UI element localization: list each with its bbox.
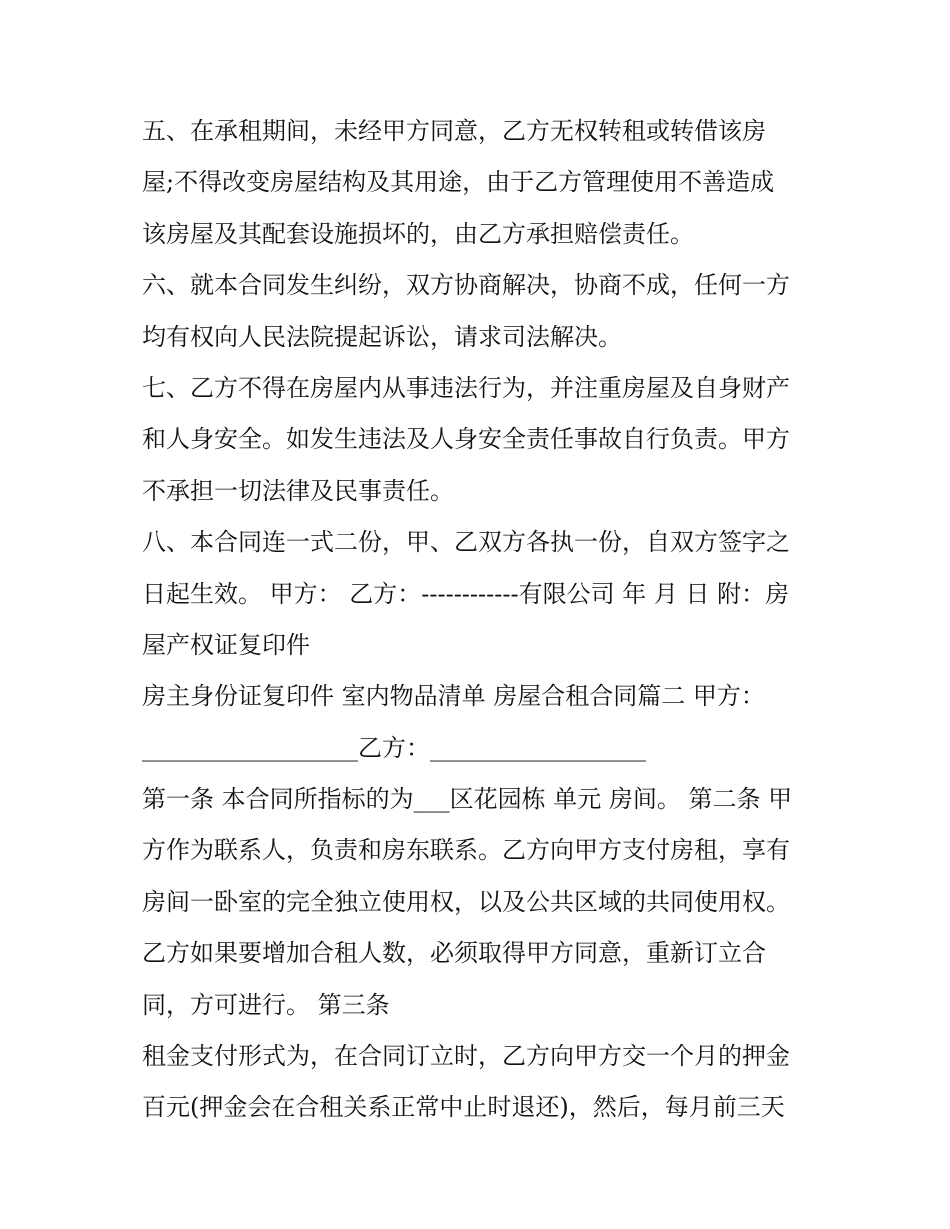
text-line: 同，方可进行。 第三条 — [142, 990, 390, 1019]
text-line: 房间一卧室的完全独立使用权，以及公共区域的共同使用权。 — [142, 887, 790, 916]
text-line: 均有权向人民法院提起诉讼，请求司法解决。 — [142, 322, 622, 351]
text-line: 和人身安全。如发生违法及人身安全责任事故自行负责。甲方 — [142, 425, 790, 454]
text-line: 不承担一切法律及民事责任。 — [142, 476, 454, 505]
text-line: 六、就本合同发生纠纷，双方协商解决，协商不成，任何一方 — [142, 271, 790, 300]
text-line: 租金支付形式为，在合同订立时，乙方向甲方交一个月的押金 — [142, 1042, 790, 1071]
text-line: 八、本合同连一式二份，甲、乙双方各执一份，自双方签字之 — [142, 528, 790, 557]
text-line: 第一条 本合同所指标的为___区花园栋 单元 房间。 第二条 甲 — [142, 785, 793, 814]
text-line: 日起生效。 甲方： 乙方：------------有限公司 年 月 日 附：房 — [142, 579, 790, 608]
text-line: 方作为联系人，负责和房东联系。乙方向甲方支付房租，享有 — [142, 836, 790, 865]
text-line: 乙方如果要增加合租人数，必须取得甲方同意，重新订立合 — [142, 939, 766, 968]
text-line: 房主身份证复印件 室内物品清单 房屋合租合同篇二 甲方： — [142, 682, 765, 711]
contract-text — [142, 106, 822, 1134]
signature-line: __________________乙方：__________________ — [142, 733, 646, 762]
text-line: 屋产权证复印件 — [142, 630, 310, 659]
text-line: 百元(押金会在合租关系正常中止时退还)，然后，每月前三天 — [142, 1093, 785, 1122]
text-line: 屋;不得改变房屋结构及其用途，由于乙方管理使用不善造成 — [142, 168, 775, 197]
text-line: 五、在承租期间，未经甲方同意，乙方无权转租或转借该房 — [142, 117, 766, 145]
text-line: 该房屋及其配套设施损坏的，由乙方承担赔偿责任。 — [142, 219, 694, 248]
text-line: 七、乙方不得在房屋内从事违法行为，并注重房屋及自身财产 — [142, 373, 790, 402]
